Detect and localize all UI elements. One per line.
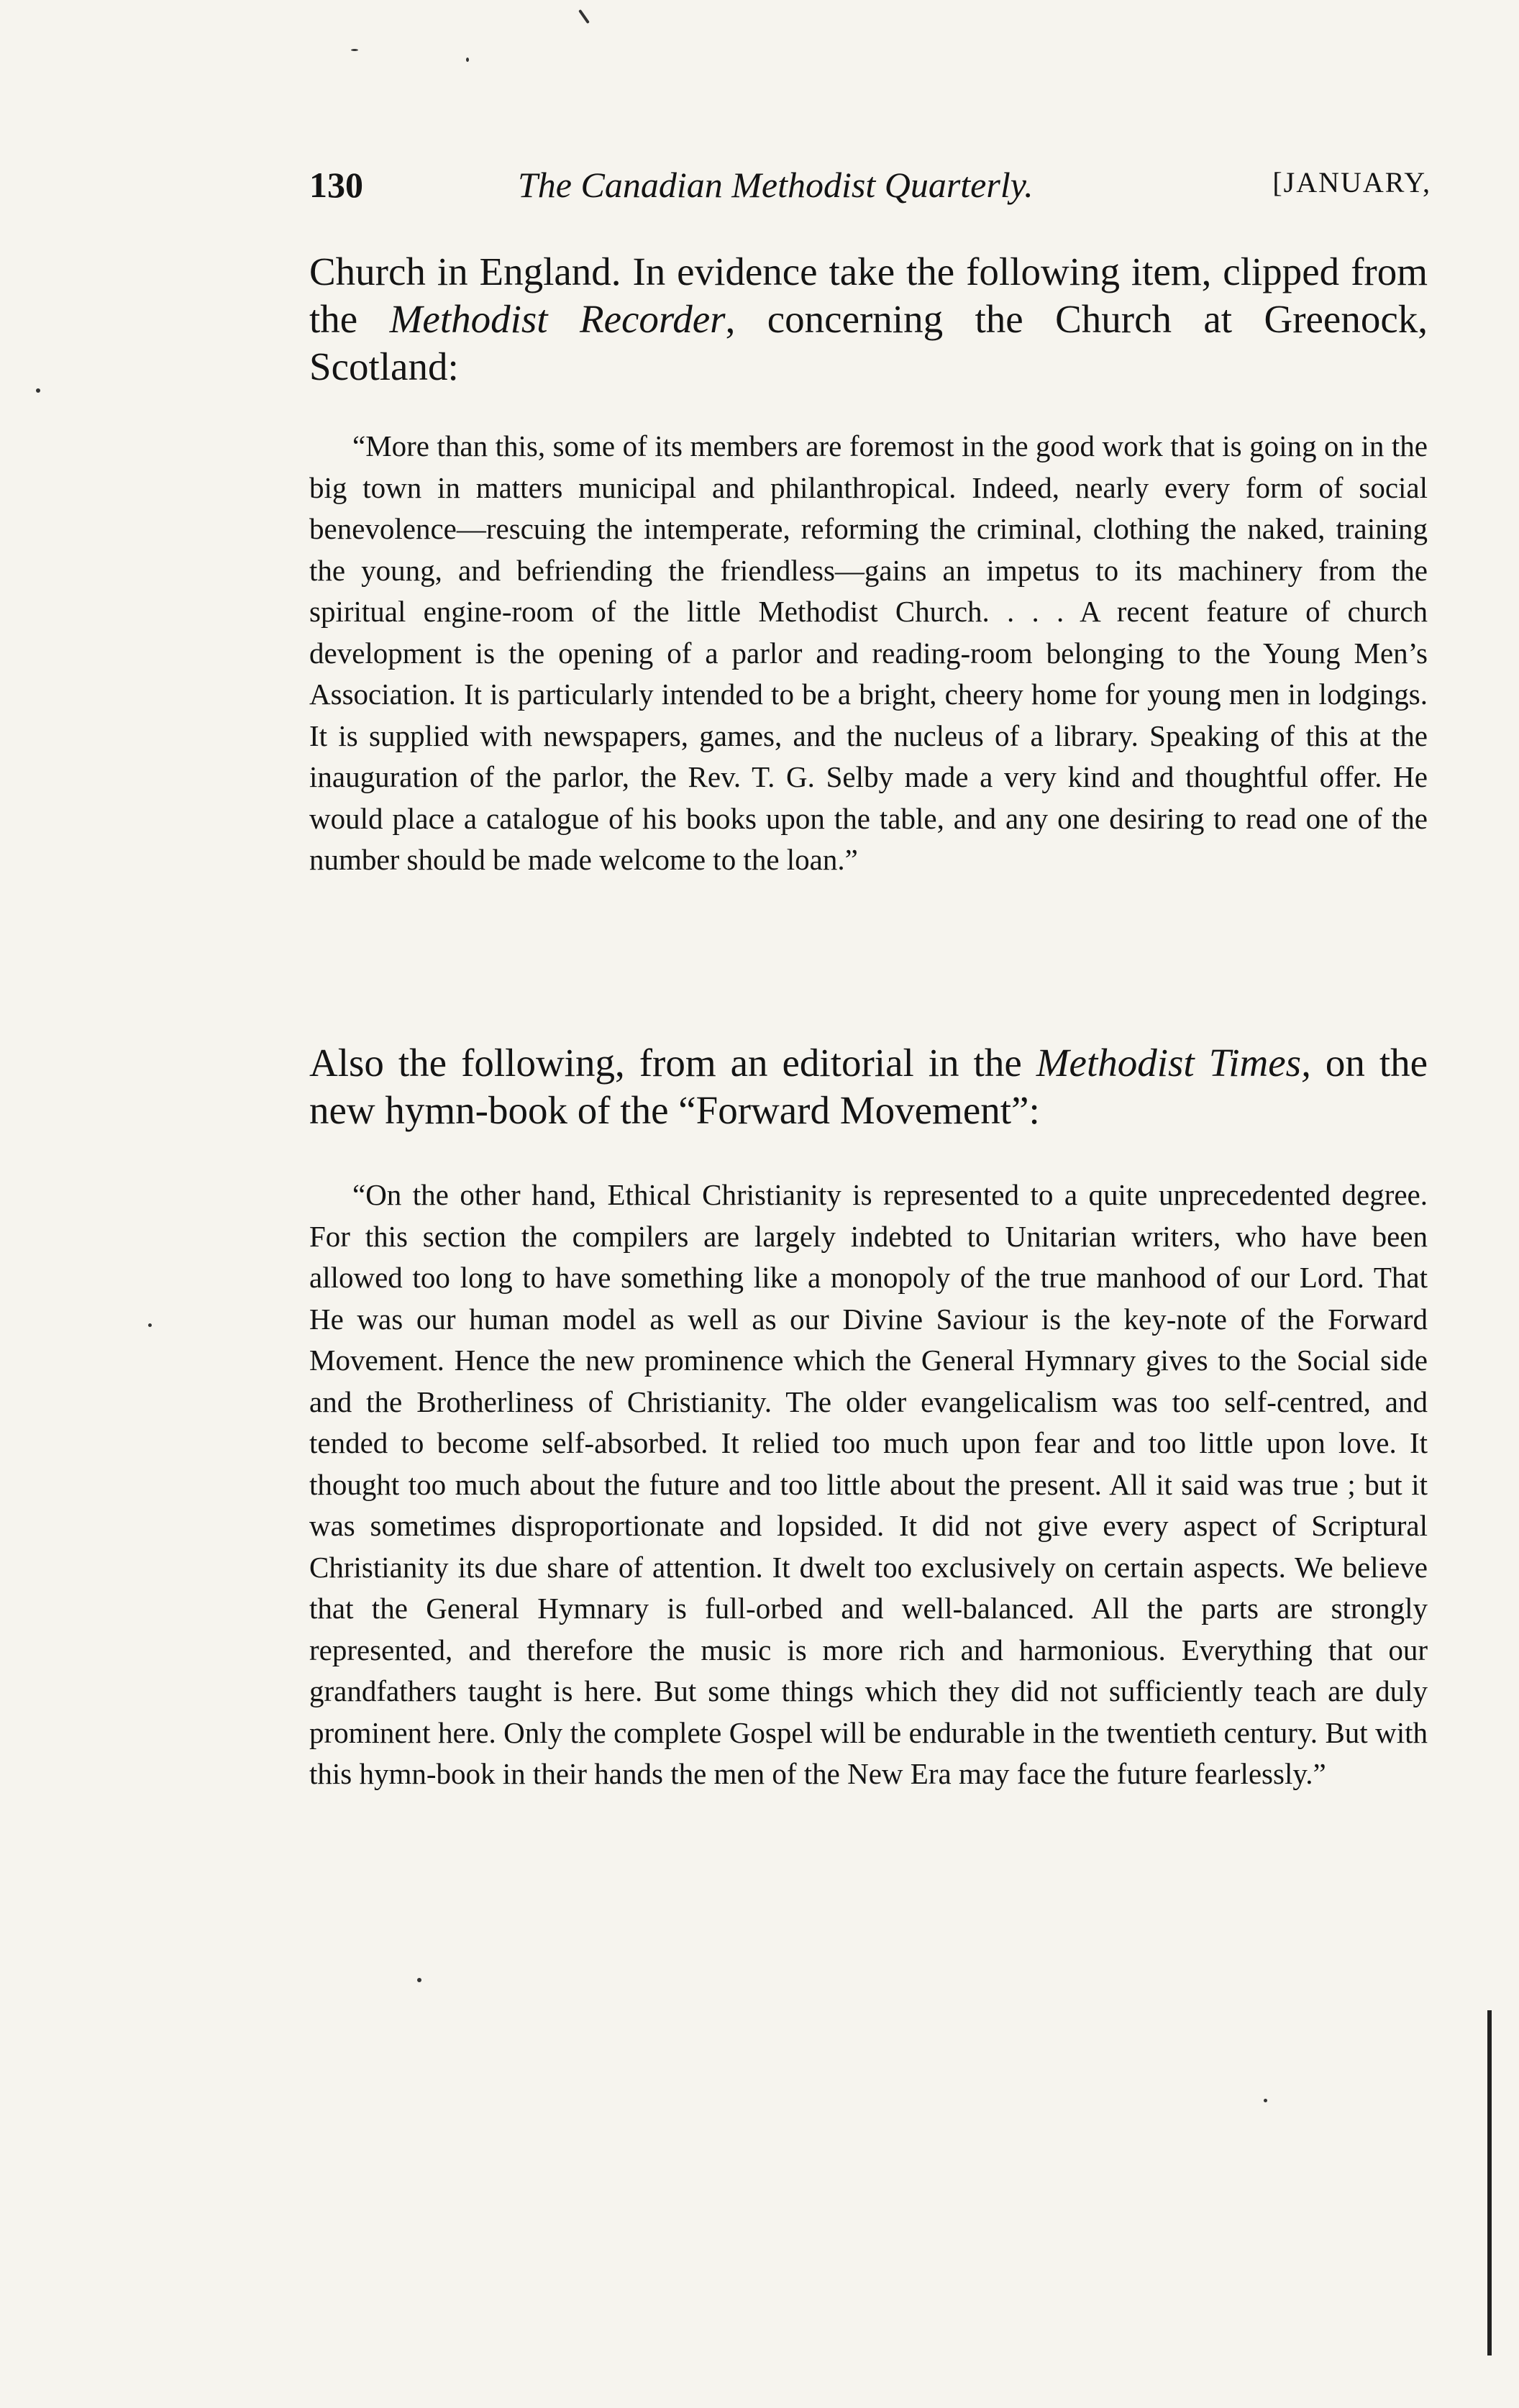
scan-speck	[1264, 2099, 1267, 2102]
editorial-publication-title: Methodist Times,	[1036, 1041, 1311, 1085]
editorial-text-start: Also the following, from an editorial in the	[309, 1041, 1036, 1085]
scan-speck	[466, 58, 469, 62]
editorial-intro-paragraph	[309, 1039, 1428, 1134]
scan-speck	[578, 9, 590, 24]
intro-paragraph	[309, 248, 1428, 391]
journal-title: The Canadian Methodist Quarterly.	[518, 165, 1034, 205]
scan-speck	[417, 1978, 421, 1982]
scan-speck	[148, 1323, 152, 1327]
intro-publication-title: Methodist Recorder	[389, 297, 726, 341]
running-header	[309, 164, 1431, 214]
scan-speck	[36, 388, 40, 393]
issue-month: [JANUARY,	[1272, 166, 1431, 199]
scan-speck	[351, 49, 358, 51]
page-number: 130	[309, 165, 363, 205]
quote-hymn-book-editorial: “On the other hand, Ethical Christianity is represented to a quite unprecedented degree. For this section the compilers are largely indebted to Unitarian writers, who have been allowed too long to have something like a monopoly of the true manhood of our Lord. That He was our human model as well as our Divine Saviour is the key-note of the Forward Movement. Hence the new prominence which the General Hymnary gives to the Social side and the Brotherliness of Christianity. The older evangelicalism was too self-centred, and tended to become self-absorbed. It relied too much upon fear and too little upon love. It thought too much about the future and too little about the present. All it said was true ; but it was sometimes disproportionate and lopsided. It did not give every aspect of Scriptural Christianity its due share of attention. It dwelt too exclusively on certain aspects. We believe that the General Hymnary is full-orbed and well-balanced. All the parts are strongly represented, and therefore the music is more rich and harmonious. Everything that our grandfathers taught is here. But some things which they did not sufficiently teach are duly prominent here. Only the complete Gospel will be endurable in the twentieth century. But with this hymn-book in their hands the men of the New Era may face the future fearlessly.”	[309, 1178, 1428, 1790]
intro-text-start: Church in England. In evidence take the following item, clipped from the	[309, 250, 1428, 341]
quote-greenock-church: “More than this, some of its members are foremost in the good work that is going on in the big town in matters municipal and philanthropical. Indeed, nearly every form of social benevolence—rescuing the intemperate, reforming the criminal, clothing the naked, training the young, and befriending the friendless—gains an impetus to its machinery from the spiritual engine-room of the little Methodist Church. . . . A recent feature of church development is the opening of a parlor and reading-room belonging to the Young Men’s Association. It is particularly intended to be a bright, cheery home for young men in lodgings. It is supplied with newspapers, games, and the nucleus of a library. Speaking of this at the inauguration of the parlor, the Rev. T. G. Selby made a very kind and thoughtful offer. He would place a catalogue of his books upon the table, and any one desiring to read one of the number should be made welcome to the loan.”	[309, 429, 1428, 876]
intro-text-end: , concerning the Church at Greenock, Scotland:	[309, 297, 1428, 388]
page-edge-mark	[1487, 2010, 1492, 2355]
editorial-text-end: on the new hymn-book of the “Forward Movement”:	[309, 1041, 1428, 1132]
